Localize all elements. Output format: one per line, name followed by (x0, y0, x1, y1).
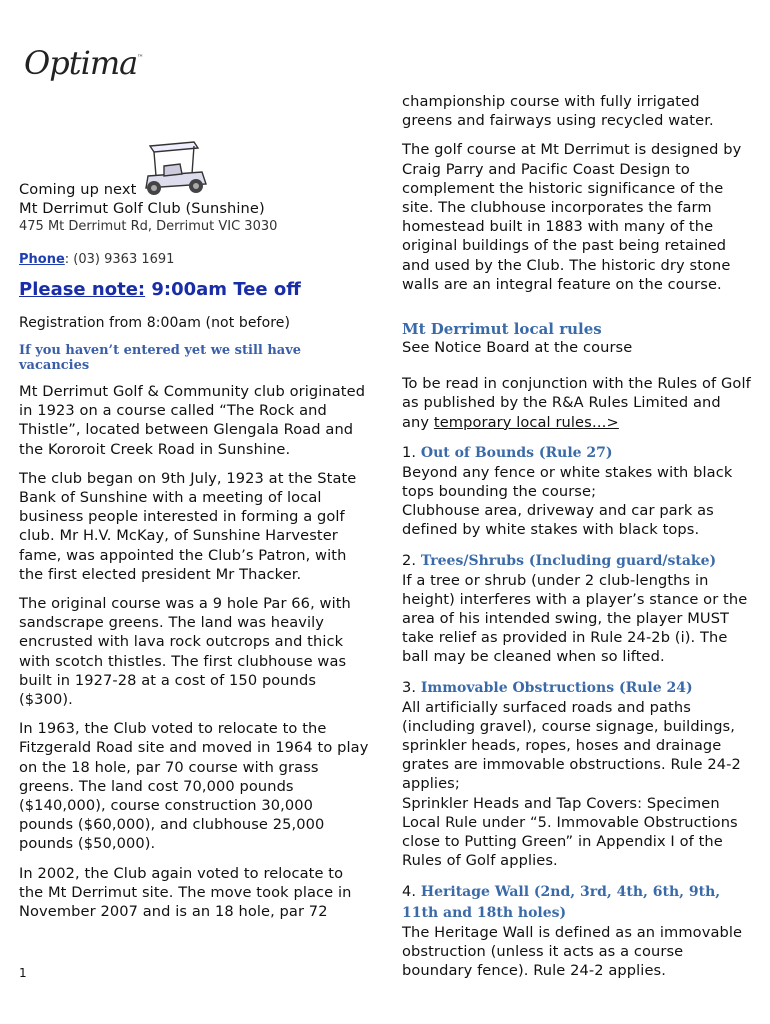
right-column (402, 92, 752, 980)
history-paragraph: The club began on 9th July, 1923 at the State Bank of Sunshine with a meeting of local business people interested in forming a golf club. Mr H.V. McKay, of Sunshine Harvester fame, was appointed the Club’s Patron, with the first elected president Mr Thacker. (19, 469, 357, 583)
club-history (19, 382, 371, 921)
phone-number: : (03) 9363 1691 (64, 252, 175, 267)
phone-link[interactable]: Phone (19, 252, 65, 267)
notice-board-text: See Notice Board at the course (402, 339, 633, 357)
conjunction-text (402, 374, 752, 432)
history-paragraph: The golf course at Mt Derrimut is designed by Craig Parry and Pacific Coast Design to complement the historic significance of the site. The clubhouse incorporates the farm homestead built in 1883 with many of the original buildings of the past being retained and used by the Club. The historic dry stone walls are an integral feature on the course. (402, 141, 742, 293)
rule-text: Beyond any fence or white stakes with black tops bounding the course; Clubhouse area, driveway and car park as defined by white stakes with black tops. (402, 463, 733, 539)
optima-logo (24, 44, 142, 82)
please-note-label: Please note: (19, 279, 146, 300)
tee-off-time: 9:00am Tee off (145, 279, 301, 300)
club-name: Mt Derrimut Golf Club (Sunshine) (19, 200, 265, 217)
history-paragraph: In 2002, the Club again voted to relocate to the Mt Derrimut site. The move took place in November 2007 and is an 18 hole, par 72 (19, 864, 352, 921)
tee-off-note (19, 278, 371, 302)
rule-title: Trees/Shrubs (Including guard/stake) (420, 552, 717, 569)
logo-tm: ™ (137, 54, 143, 61)
rule-text: The Heritage Wall is defined as an immovable obstruction (unless it acts as a course boundary fence). Rule 24-2 applies. (402, 923, 743, 979)
rule-title: Heritage Wall (2nd, 3rd, 4th, 6th, 9th, 11th and 18th holes) (402, 883, 721, 921)
rule-item (402, 442, 752, 540)
rule-text: All artificially surfaced roads and paths (including gravel), course signage, buildings, sprinkler heads, ropes, hoses and drainage grates are immovable obstructions. Rule 24-2 applies; Sprinkler Heads and Tap Covers: Specimen Local Rule under “5. Immovable Obstructions close to Putting Green” in Appendix I of the Rules of Golf applies. (402, 698, 741, 870)
history-paragraph: Mt Derrimut Golf & Community club originated in 1923 on a course called “The Rock and Thistle”, located between Glengala Road and the Kororoit Creek Road in Sunshine. (19, 383, 366, 458)
logo-text: Optima (24, 44, 138, 82)
rule-item (402, 550, 752, 667)
page-number: 1 (19, 966, 27, 980)
rule-number: 2. (402, 551, 421, 569)
phone-line (19, 251, 371, 268)
history-paragraph: championship course with fully irrigated greens and fairways using recycled water. (402, 93, 714, 130)
history-paragraph: The original course was a 9 hole Par 66, with sandscrape greens. The land was heavily encrusted with lava rock outcrops and thick with scotch thistles. The first clubhouse was built in 1927-28 at a cost of 150 pounds ($300). (19, 595, 351, 709)
rule-number: 3. (402, 678, 421, 696)
event-info (19, 180, 371, 373)
rule-item (402, 881, 752, 981)
registration-text: Registration from 8:00am (not before) (19, 315, 291, 331)
rule-text: If a tree or shrub (under 2 club-lengths in height) interferes with a player’s stance or the area of his intended swing, the player MUST take relief as provided in Rule 24-2b (i). The ball may be cleaned when so lifted. (402, 571, 748, 666)
temporary-rules-link[interactable]: temporary local rules…> (433, 413, 619, 431)
conjunction-prefix: To be read in conjunction with the Rules of Golf as published by the R&A Rules Limited and any (402, 375, 751, 431)
club-address: 475 Mt Derrimut Rd, Derrimut VIC 3030 (19, 219, 278, 234)
rule-item (402, 677, 752, 871)
vacancies-text: If you haven’t entered yet we still have vacancies (19, 343, 302, 374)
local-rules-heading: Mt Derrimut local rules (402, 320, 602, 339)
rule-title: Out of Bounds (Rule 27) (420, 444, 613, 461)
history-paragraph: In 1963, the Club voted to relocate to the Fitzgerald Road site and moved in 1964 to play on the 18 hole, par 70 course with grass greens. The land cost 70,000 pounds ($140,000), course construction 30,000 pounds ($60,000), and clubhouse 25,000 pounds ($50,000). (19, 720, 369, 853)
rule-title: Immovable Obstructions (Rule 24) (420, 679, 693, 696)
rule-number: 1. (402, 443, 421, 461)
coming-up-label: Coming up next (19, 181, 137, 198)
rule-number: 4. (402, 882, 421, 900)
